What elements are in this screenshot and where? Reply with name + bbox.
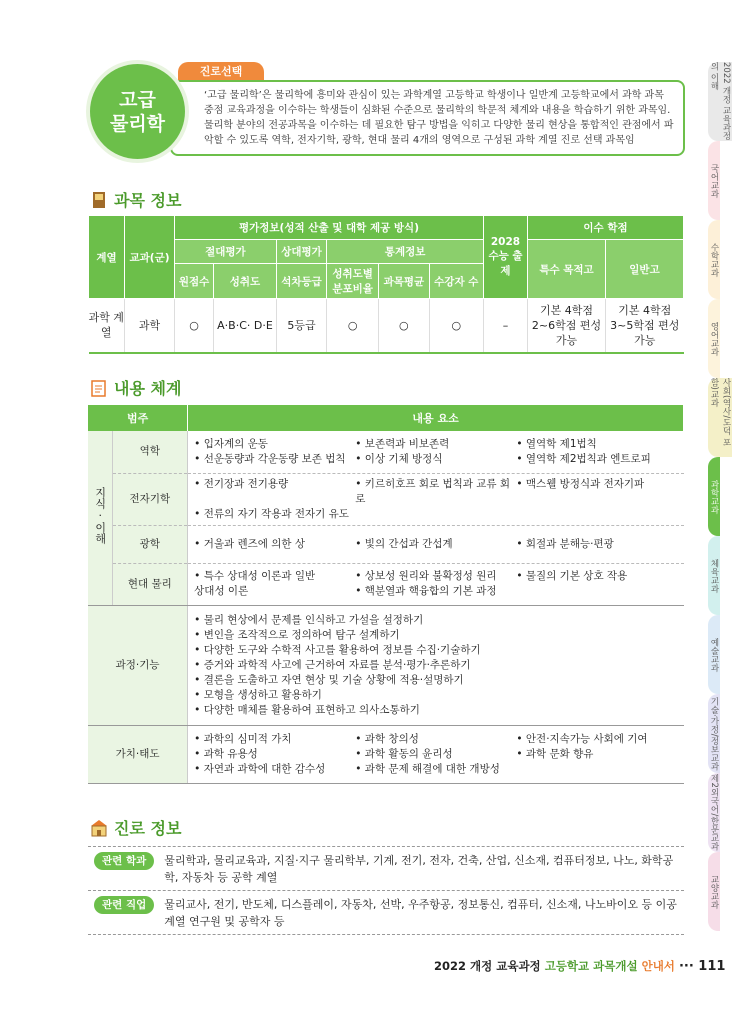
th-grade: 성취도 [214,264,277,299]
row-optics-content: • 거울과 렌즈에 의한 상 • 빛의 간섭과 간섭계 • 회절과 분해능·편광 [188,525,684,563]
subject-title-line2: 물리학 [109,112,166,135]
row-modern-content: • 특수 상대성 이론과 일반 상대성 이론 • 상보성 원리와 불확정성 원리 • 핵분열과 핵융합의 기본 과정 • 물질의 기본 상호 작용 [188,563,684,605]
clipboard-icon [90,379,108,397]
job-label: 관련 직업 [94,896,154,914]
cell-field: 과학 계열 [89,299,125,353]
cell-raw: ○ [175,299,214,353]
table-row [88,525,684,563]
subject-title-line1: 고급 [119,88,156,111]
row-process-label: 과정·기능 [88,605,188,725]
book-icon [90,191,108,209]
row-process-content: • 물리 현상에서 문제를 인식하고 가설을 설정하기 • 변인을 조작적으로 정의하여 탐구 설계하기 • 다양한 도구와 수학적 사고를 활용하여 정보를 수집·기술하기 • 증거와 과학적 사고에 근거하여 자료를 분석·평가·추론하기 • 결론을 도출하고 자연 현상 및 기술 상황에 적용·설명하기 • 모형을 생성하고 활용하기 • 다양한 매체를 활용하여 표현하고 의사소통하기 [188,605,684,725]
section-title-subject-info: 과목 정보 [90,188,181,211]
row-optics-label: 광학 [112,525,188,563]
cell-exam: – [484,299,528,353]
th-relative: 상대평가 [276,240,326,264]
th-eval: 평가정보(성적 산출 및 대학 제공 방식) [175,216,484,240]
th-field: 계열 [89,216,125,299]
cell-rank: 5등급 [276,299,326,353]
side-tab[interactable]: 과학교과 [708,457,720,536]
row-modern-label: 현대 물리 [112,563,188,605]
side-tab[interactable]: 교양교과 [708,852,720,931]
table-row [88,473,684,525]
school-icon [90,819,108,837]
th-rank: 석차등급 [276,264,326,299]
table-row [88,431,684,473]
course-type-badge: 진로선택 [178,62,264,82]
cell-general: 기본 4학점 3~5학점 편성 가능 [606,299,684,353]
cell-count: ○ [429,299,483,353]
cell-special: 기본 4학점 2~6학점 편성 가능 [528,299,606,353]
th-count: 수강자 수 [429,264,483,299]
side-tab[interactable]: 기술·가정/정보교과 [708,694,720,773]
th-stats: 통계정보 [327,240,484,264]
th-credits: 이수 학점 [528,216,684,240]
section-title-content: 내용 체계 [90,376,181,399]
table-row [89,299,684,353]
side-tab[interactable]: 예술교과 [708,615,720,694]
row-mechanics-label: 역학 [112,431,188,473]
subject-intro [170,80,685,156]
th-general: 일반고 [606,240,684,299]
subject-title-circle [90,64,185,159]
row-values-label: 가치·태도 [88,725,188,783]
intro-text: ‘고급 물리학’은 물리학에 흥미와 관심이 있는 과학계열 고등학교 학생이나 일반계 고등학교에서 과학 과목 중점 교육과정을 이수하는 학생들이 심화된 수준으로 물리학의 학문적 체계와 내용을 학습하기 위한 과목임. 물리학 분야의 전공과목을 이수하는 데 필요한 탐구 방법을 익히고 다양한 물리 현상을 통합적인 관점에서 파악할 수 있도록 역학, 전자기학, 광학, 현대 물리 4개의 영역으로 구성된 과학 계열 진로 선택 과목임 [204,90,674,146]
job-text: 물리교사, 전기, 반도체, 디스플레이, 자동차, 선박, 우주항공, 정보통신, 컴퓨터, 신소재, 나노바이오 등 이공계열 연구원 및 공학자 등 [164,898,677,928]
career-dept-row [88,852,684,886]
subject-info-table [88,215,684,354]
career-divider-mid [88,890,684,891]
side-tab[interactable]: 제2외국어/한문교과 [709,774,719,851]
career-divider-top [88,846,684,847]
th-avg: 과목평균 [379,264,429,299]
th-elements: 내용 요소 [188,405,684,431]
career-job-row [88,896,684,930]
side-tab[interactable]: 영어교과 [708,299,720,378]
cell-avg: ○ [379,299,429,353]
content-table [88,405,684,784]
career-divider-bottom [88,934,684,935]
page-footer: 2022 개정 교육과정 고등학교 과목개설 안내서 ··· 111 [434,959,726,974]
th-ratio: 성취도별 분포비율 [327,264,379,299]
knowledge-label: 지식·이해 [88,431,112,605]
side-tabs [708,62,754,931]
side-tab[interactable]: 수학교과 [708,220,720,299]
row-mechanics-content: • 입자계의 운동 • 선운동량과 각운동량 보존 법칙 • 보존력과 비보존력 • 이상 기체 방정식 • 열역학 제1법칙 • 열역학 제2법칙과 엔트로피 [188,431,684,473]
cell-ratio: ○ [327,299,379,353]
th-raw: 원점수 [175,264,214,299]
th-course: 교과(군) [125,216,175,299]
th-special: 특수 목적고 [528,240,606,299]
cell-course: 과학 [125,299,175,353]
table-row [88,563,684,605]
side-tab[interactable]: 국어교과 [708,141,720,220]
dept-label: 관련 학과 [94,852,154,870]
th-category: 범주 [88,405,188,431]
section-title-career: 진로 정보 [90,816,181,839]
th-absolute: 절대평가 [175,240,277,264]
th-2028: 2028 수능 출제 [484,216,528,299]
side-tab[interactable]: 체육교과 [708,536,720,615]
page-number: ··· 111 [678,959,726,974]
row-em-content: • 전기장과 전기용량 • 키르히호프 회로 법칙과 교류 회로 • 맥스웰 방정식과 전자기파 • 전류의 자기 작용과 전자기 유도 [188,473,684,525]
dept-text: 물리학과, 물리교육과, 지질·지구 물리학부, 기계, 전기, 전자, 건축, 산업, 신소재, 컴퓨터정보, 나노, 화학공학, 자동차 등 공학 계열 [164,854,674,884]
cell-grade: A·B·C· D·E [214,299,277,353]
table-row [88,725,684,783]
side-tab[interactable]: 2022 개정 교육과정의 이해 [709,62,731,141]
row-em-label: 전자기학 [112,473,188,525]
row-values-content: • 과학의 심미적 가치 • 과학 유용성 • 자연과 과학에 대한 감수성 • 과학 창의성 • 과학 활동의 윤리성 • 과학 문제 해결에 대한 개방성 • 안전·지속가능 사회에 기여 • 과학 문화 향유 [188,725,684,783]
side-tab[interactable]: 사회(역사/도덕 포함)교과 [708,378,732,457]
table-row [88,605,684,725]
